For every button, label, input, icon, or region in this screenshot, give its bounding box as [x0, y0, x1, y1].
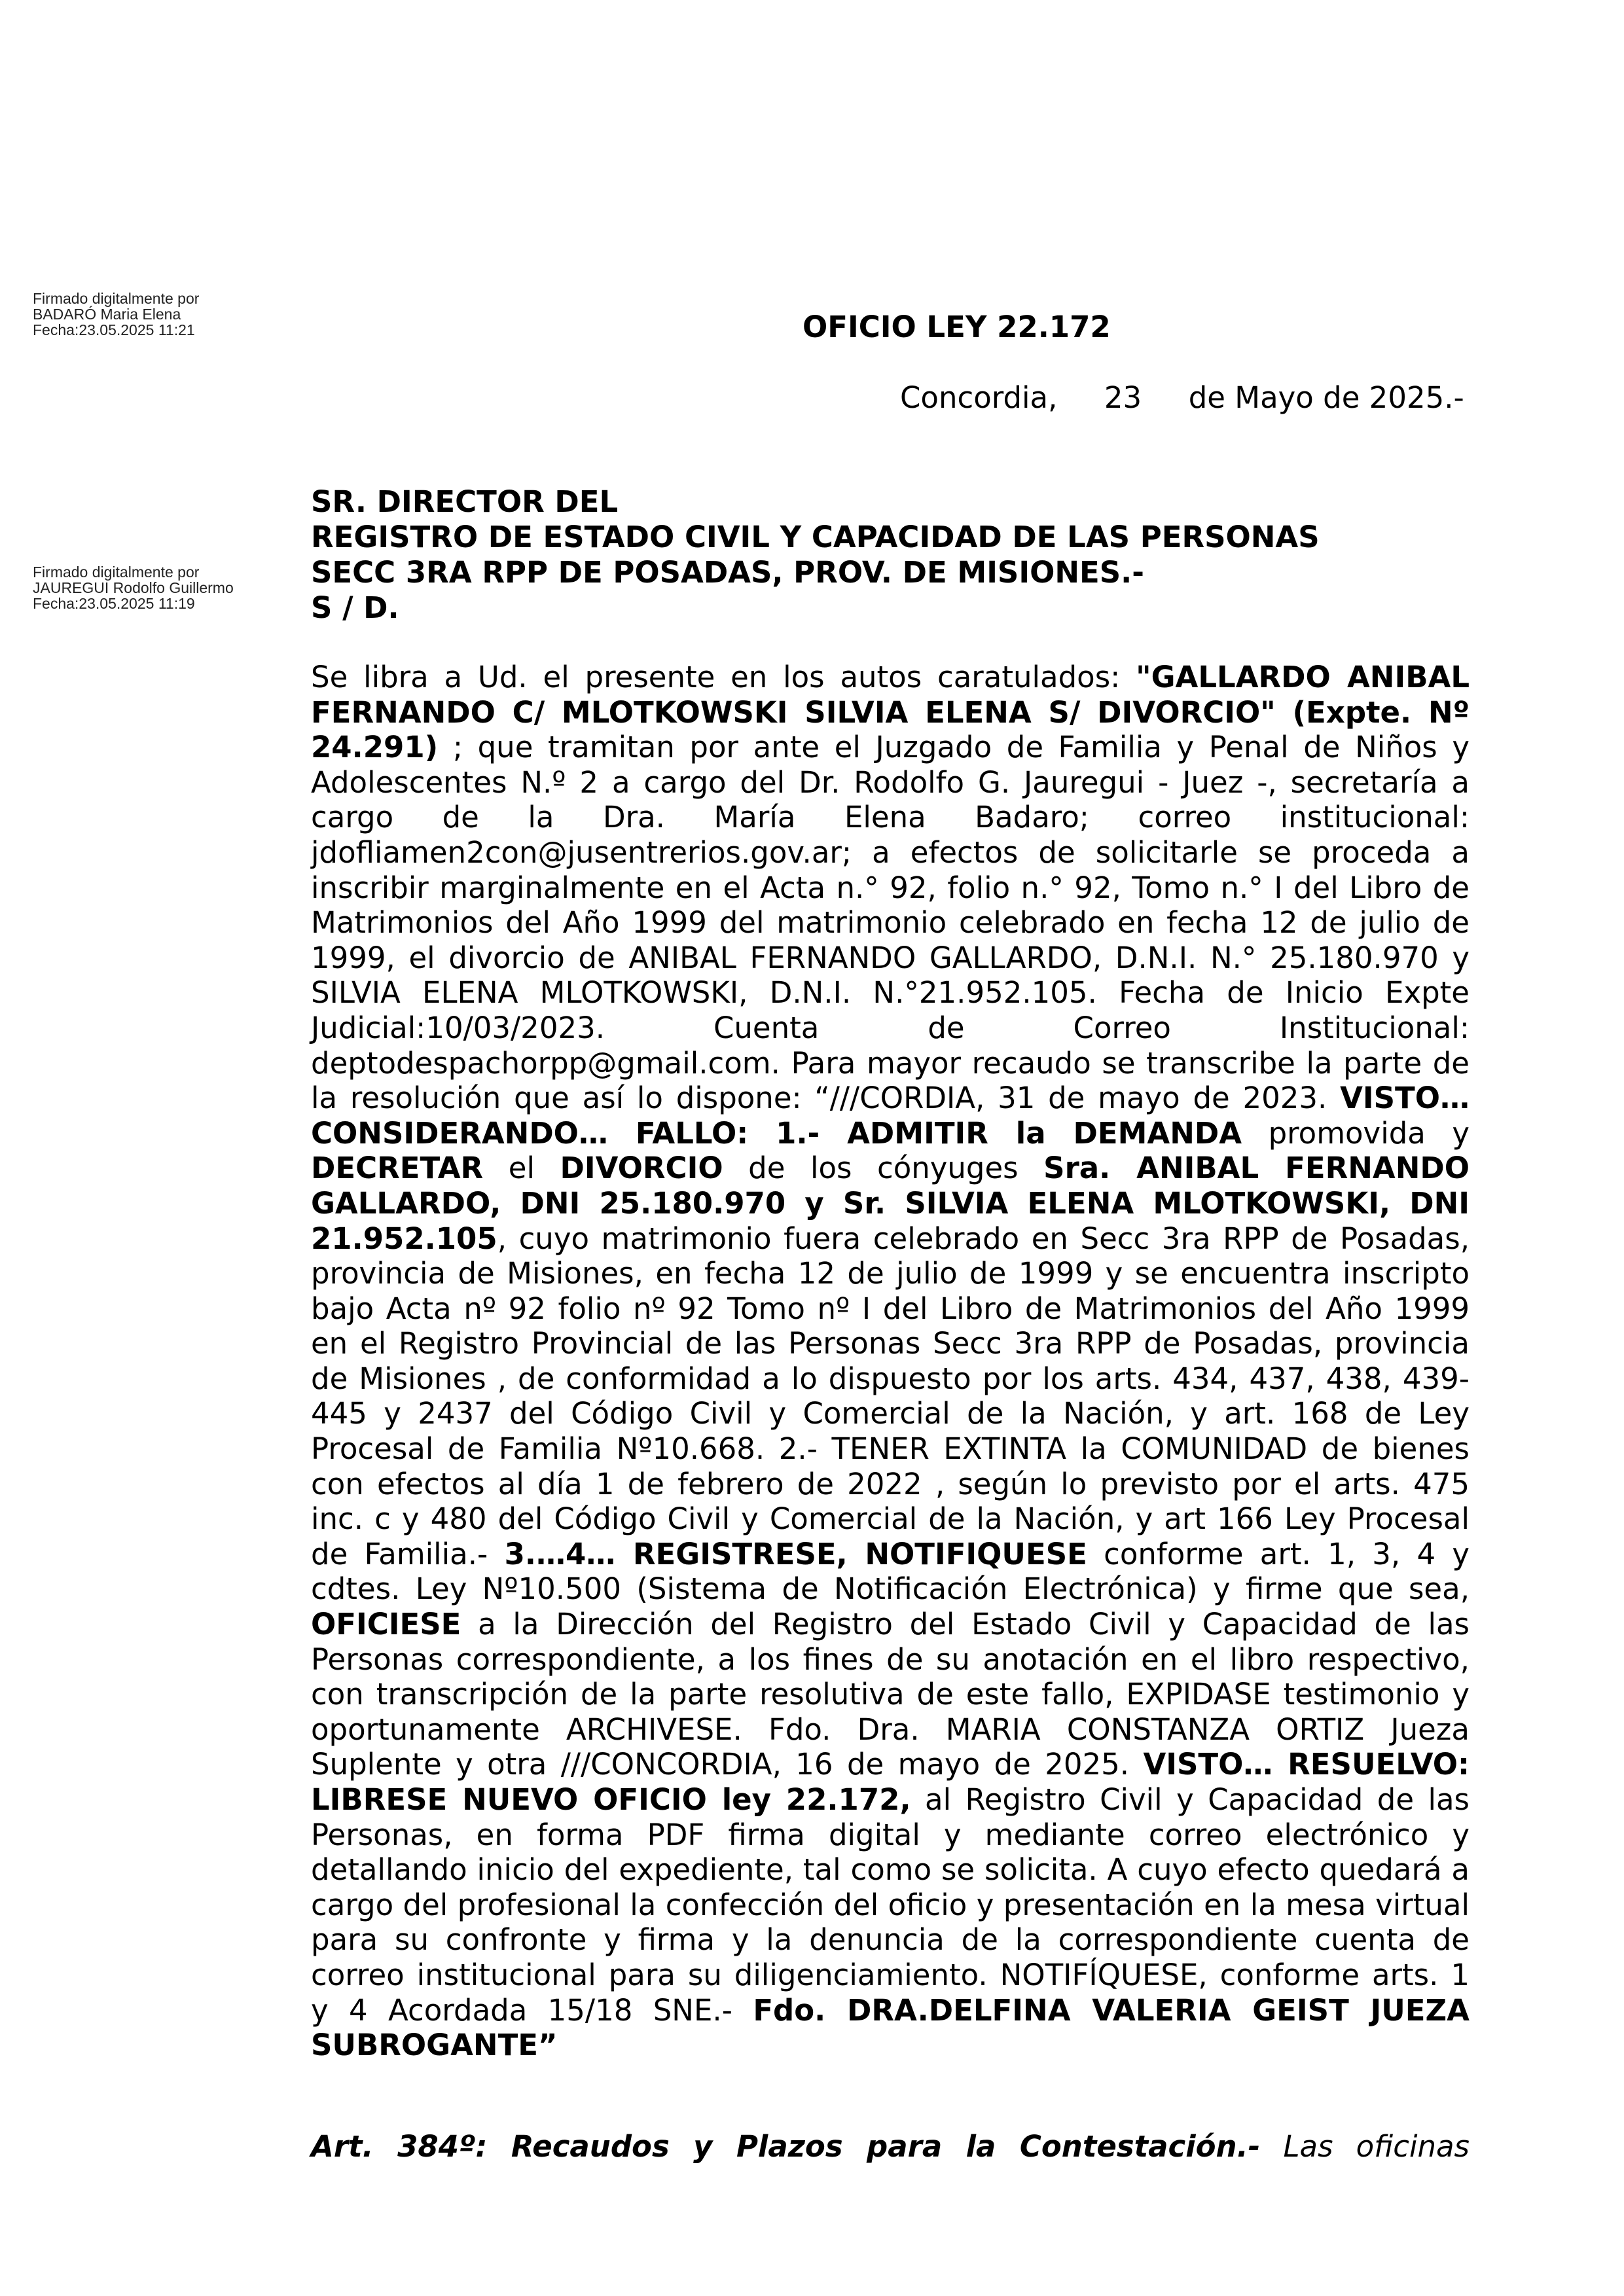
body-text: ; que tramitan por ante el Juzgado de Familia y Penal de Niños y Adolescentes N.º 2 a cargo del Dr. Rodolfo G. Jauregui - Juez -, secretaría a cargo de la Dra. María Elena Badaro; correo institucional: jdofliamen2con@jusentrerios.gov.ar; a efectos de solicitarle se proceda a inscribir marginalmente en el Acta n.° 92, folio n.° 92, Tomo n.° I del Libro de Matrimonios del Año 1999 del matrimonio celebrado en fecha 12 de julio de 1999, el divorcio de ANIBAL FERNANDO GALLARDO, D.N.I. N.° 25.180.970 y SILVIA ELENA MLOTKOWSKI, D.N.I. N.°21.952.105. Fecha de Inicio Expte Judicial:10/03/2023. Cuenta de Correo Institucional: deptodespachorpp@gmail.com. Para mayor recaudo se transcribe la parte de la resolución que así lo dispone: “///CORDIA, 31 de mayo de 2023.: [311, 730, 1470, 1116]
addressee-block: [311, 484, 1476, 626]
date-line: Concordia, 23 de Mayo de 2025.-: [900, 380, 1464, 415]
body-text: conforme art. 1, 3, 4 y cdtes. Ley Nº10.500 (Sistema de Notificación Electrónica) y firme que sea,: [311, 1536, 1470, 1607]
addressee-line: SECC 3RA RPP DE POSADAS, PROV. DE MISIONES.-: [311, 555, 1144, 590]
body-text: al Registro Civil y Capacidad de las Personas, en forma PDF firma digital y mediante correo electrónico y detallando inicio del expediente, tal como se solicita. A cuyo efecto quedará a cargo del profesional la confección del oficio y presentación en la mesa virtual para su confronte y firma y la denuncia de la correspondiente cuenta de correo institucional para su diligenciamiento. NOTIFÍQUESE, conforme arts. 1 y 4 Acordada 15/18 SNE.-: [311, 1782, 1470, 2028]
case-caption: "GALLARDO ANIBAL FERNANDO C/ MLOTKOWSKI SILVIA ELENA S/ DIVORCIO" (Expte. Nº 24.291): [311, 660, 1470, 765]
body-text: de los cónyuges: [723, 1151, 1044, 1186]
body-text: Se libra a Ud. el presente en los autos caratulados:: [311, 660, 1136, 694]
addressee-line: S / D.: [311, 590, 399, 625]
digital-signature-jauregui: [33, 564, 295, 611]
bold-text: 3.…4… REGISTRESE, NOTIFIQUESE: [504, 1536, 1087, 1571]
signature-line-1: Firmado digitalmente por: [33, 290, 200, 307]
bold-text: VISTO… RESUELVO: LIBRESE NUEVO OFICIO ley 22.172,: [311, 1747, 1470, 1817]
body-text: el: [483, 1151, 560, 1186]
bold-text: OFICIESE: [311, 1607, 461, 1642]
document-title: OFICIO LEY 22.172: [803, 310, 1111, 344]
bold-text: DECRETAR: [311, 1151, 484, 1186]
body-text: , cuyo matrimonio fuera celebrado en Secc 3ra RPP de Posadas, provincia de Misiones, en fecha 12 de julio de 1999 y se encuentra inscripto bajo Acta nº 92 folio nº 92 Tomo nº I del Libro de Matrimonios del Año 1999 en el Registro Provincial de las Personas Secc 3ra RPP de Posadas, provincia de Misiones , de conformidad a lo dispuesto por los arts. 434, 437, 438, 439-445 y 2437 del Código Civil y Comercial de la Nación, y art. 168 de Ley Procesal de Familia Nº10.668. 2.- TENER EXTINTA la COMUNIDAD de bienes con efectos al día 1 de febrero de 2022 , según lo previsto por el arts. 475 inc. c y 480 del Código Civil y Comercial de la Nación, y art 166 Ley Procesal de Familia.-: [311, 1221, 1470, 1571]
body-text: promovida y: [1242, 1115, 1470, 1151]
article-heading: Art. 384º: Recaudos y Plazos para la Contestación.-: [311, 2129, 1261, 2164]
bold-text: VISTO… CONSIDERANDO… FALLO: 1.- ADMITIR la DEMANDA: [311, 1081, 1470, 1151]
article-paragraph: [311, 2128, 1470, 2165]
signature-date: Fecha:23.05.2025 11:21: [33, 321, 195, 338]
signature-date: Fecha:23.05.2025 11:19: [33, 595, 195, 612]
addressee-line: REGISTRO DE ESTADO CIVIL Y CAPACIDAD DE LAS PERSONAS: [311, 520, 1320, 554]
signature-line-1: Firmado digitalmente por: [33, 564, 200, 581]
bold-text: DIVORCIO: [560, 1151, 723, 1186]
addressee-line: SR. DIRECTOR DEL: [311, 484, 619, 519]
signature-name: JAUREGUI Rodolfo Guillermo: [33, 579, 234, 596]
body-paragraph: [311, 660, 1470, 2063]
digital-signature-badaro: [33, 291, 295, 338]
closing-signature-text: Fdo. DRA.DELFINA VALERIA GEIST JUEZA SUBROGANTE”: [311, 1992, 1470, 2063]
article-text: Las oficinas: [1260, 2129, 1470, 2164]
bold-text: Sra. ANIBAL FERNANDO GALLARDO, DNI 25.180.970 y Sr. SILVIA ELENA MLOTKOWSKI, DNI 21.952.105: [311, 1151, 1470, 1256]
signature-name: BADARÓ Maria Elena: [33, 306, 181, 323]
body-text: a la Dirección del Registro del Estado Civil y Capacidad de las Personas correspondiente, a los fines de su anotación en el libro respectivo, con transcripción de la parte resolutiva de este fallo, EXPIDASE testimonio y oportunamente ARCHIVESE. Fdo. Dra. MARIA CONSTANZA ORTIZ Jueza Suplente y otra ///CONCORDIA, 16 de mayo de 2025.: [311, 1607, 1470, 1782]
